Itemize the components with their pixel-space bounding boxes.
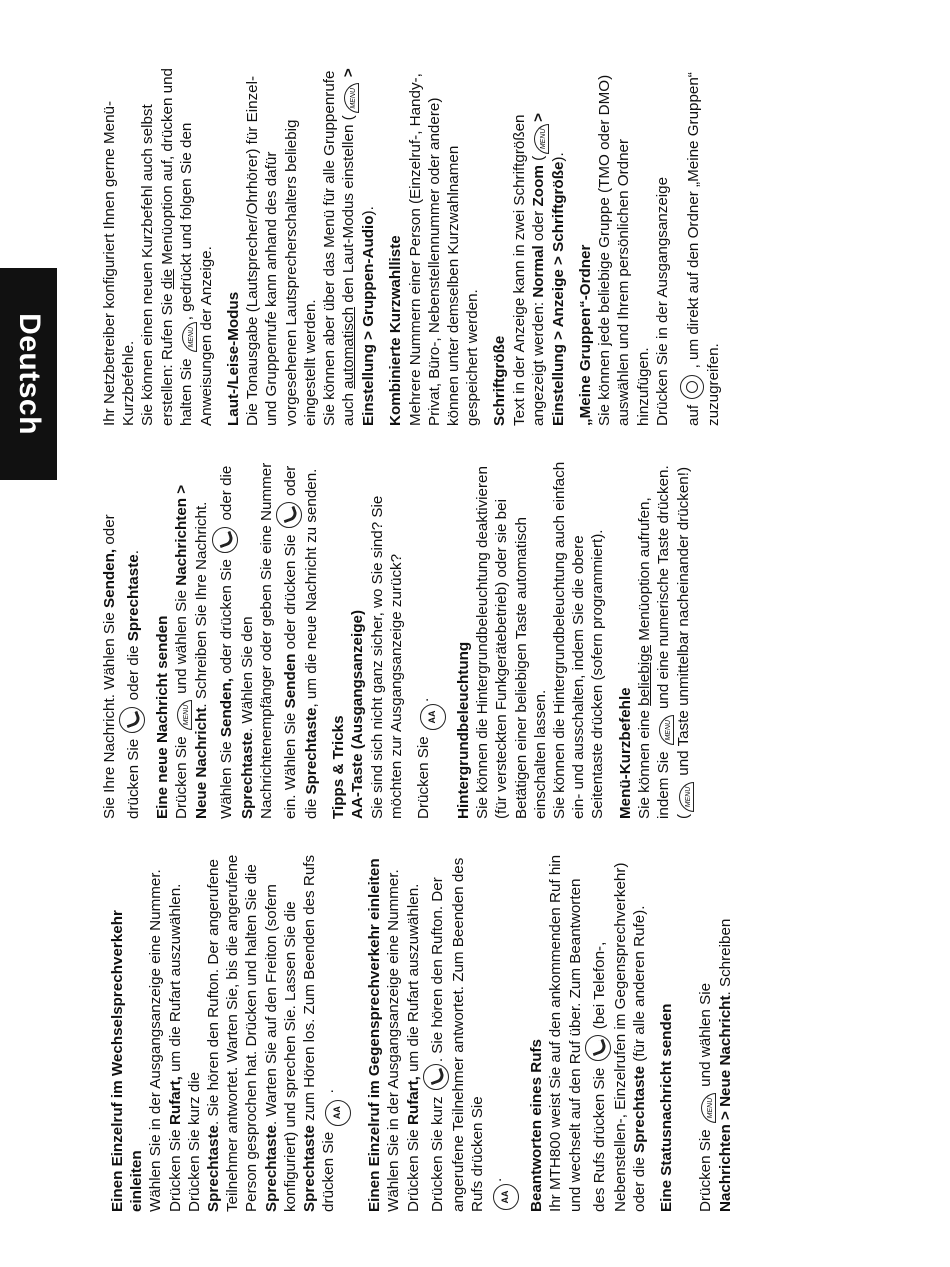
- para-status: Drücken Sie MENU und wählen Sie Nachrichten > Neue Nachricht. Schreiben: [697, 918, 735, 1212]
- para-aa-key: Sie sind sich nicht ganz sicher, wo Sie sind? Sie möchten zur Ausgangsanzeige zurück?: [368, 495, 405, 819]
- para-backlight-2: Sie können die Hintergrundbeleuchtung auch einfach ein- und ausschalten, indem Sie die obere Seitentaste drücken (sofern programmiert).: [551, 461, 607, 819]
- menu-key-icon: MENU: [177, 700, 192, 730]
- para-my-groups-3: auf , um direkt auf den Ordner „Meine Gruppen“ zuzugreifen.: [680, 66, 723, 426]
- heading-aa-key: AA-Taste (Ausgangsanzeige): [349, 610, 367, 819]
- heading-loud-mode: Laut-/Leise-Modus: [225, 291, 243, 426]
- para-font-size: Text in der Anzeige kann in zwei Schriftgrößen angezeigt werden: Normal oder Zoom (MENU> Einstellung > Anzeige > Schriftgröße).: [510, 112, 567, 426]
- heading-single-duplex: Einen Einzelruf im Gegensprechverkehr einleiten: [366, 858, 384, 1212]
- menu-key-icon: MENU: [679, 782, 694, 812]
- para-backlight-1: Sie können die Hintergrundbeleuchtung deaktivieren (für versteckten Funkgerätebetrieb) oder sie bei Betätigen einer beliebigen Taste automatisch einschalten lassen.: [474, 466, 549, 819]
- para-menu-shortcuts: Sie können eine beliebige Menüoption aufrufen, indem Sie MENU und eine numerische Taste drücken. (MENU und Taste unmittelbar nacheinander drücken!): [635, 465, 693, 819]
- menu-key-icon: MENU: [701, 1093, 716, 1123]
- column-3: [100, 66, 723, 426]
- aa-key-icon: AA: [493, 1184, 519, 1210]
- send-key-icon: [423, 1064, 449, 1090]
- column-1: [100, 852, 736, 1212]
- para-single-ptt: Wählen Sie in der Ausgangsanzeige eine Nummer. Drücken Sie Rufart, um die Rufart auszuwählen. Drücken Sie kurz die Sprechtaste. Sie hören den Rufton. Der angerufene Teilnehmer antwortet. Warten Sie, bis die angerufene Person gesprochen hat. Drücken und halten Sie die Sprechtaste. Warten Sie auf den Freiton (sofern konfiguriert) und sprechen Sie. Lassen Sie die Sprechtaste zum Hören los. Zum Beenden des Rufs drücken Sie AA .: [146, 852, 351, 1212]
- heading-status: Eine Statusnachricht senden: [658, 1003, 676, 1212]
- para-combined-list: Mehrere Nummern einer Person (Einzelruf-, Handy-, Privat, Büro-, Nebenstellennummer oder andere) können unter demselben Kurzwahlnamen gespeichert werden.: [406, 73, 482, 426]
- language-label: Deutsch: [12, 313, 46, 435]
- manual-page: [100, 68, 930, 1212]
- column-2: [100, 459, 694, 819]
- heading-combined-list: Kombinierte Kurzwahlliste: [387, 235, 405, 426]
- menu-key-icon: MENU: [182, 322, 197, 352]
- send-key-icon: [585, 1035, 611, 1061]
- menu-key-icon: MENU: [534, 124, 549, 154]
- para-operator-shortcuts: Ihr Netzbetreiber konfiguriert Ihnen gerne Menü-Kurzbefehle.: [101, 100, 138, 426]
- send-key-icon: [212, 527, 238, 553]
- menu-key-icon: MENU: [344, 83, 359, 113]
- para-loud-2: Sie können aber über das Menü für alle Gruppenrufe auch automatisch den Laut-Modus einstellen (MENU > Einstellung > Gruppen-Audio).: [321, 68, 378, 426]
- language-tab: [0, 268, 57, 480]
- para-new-message: Drücken Sie MENU und wählen Sie Nachrichten > Neue Nachricht. Schreiben Sie Ihre Nachricht. Wählen Sie Senden, oder drücken Sie oder die Sprechtaste. Wählen Sie den Nachrichtenempfänger oder geben Sie eine Nummer ein. Wählen Sie Senden oder drücken Sie oder die Sprechtaste, um die neue Nachricht zu senden.: [173, 462, 321, 819]
- para-loud-1: Die Tonausgabe (Lautsprecher/Ohrhörer) für Einzel- und Gruppenrufe kann anhand des dafür vorgesehenen Lautsprecherschalters beliebig eingestellt werden.: [244, 75, 319, 426]
- aa-key-icon: AA: [325, 1100, 351, 1126]
- para-my-groups-2: Drücken Sie in der Ausgangsanzeige: [653, 176, 671, 426]
- menu-key-icon: MENU: [659, 715, 674, 745]
- heading-tips: Tipps & Tricks: [330, 715, 348, 819]
- para-status-cont: Sie Ihre Nachricht. Wählen Sie Senden, oder drücken Sie oder die Sprechtaste.: [100, 459, 145, 819]
- para-own-shortcuts: Sie können einen neuen Kurzbefehl auch selbst erstellen: Rufen Sie die Menüoption auf, drücken und halten Sie MENU, gedrückt und folgen Sie den Anweisungen der Anzeige.: [139, 68, 215, 426]
- send-key-icon: [119, 707, 145, 733]
- send-key-icon: [276, 502, 302, 528]
- para-answer: Ihr MTH800 weist Sie auf den ankommenden Ruf hin und wechselt auf den Ruf über. Zum Beantworten des Rufs drücken Sie (bei Telefon-, Nebenstellen-, Einzelrufen im Gegensprechverkehr) oder die Sprechtaste (für alle anderen Rufe).: [547, 854, 649, 1212]
- para-aa-press: Drücken Sie AA.: [414, 459, 446, 819]
- heading-menu-shortcuts: Menü-Kurzbefehle: [616, 687, 634, 819]
- heading-my-groups: „Meine Gruppen“-Ordner: [577, 244, 595, 426]
- aa-key-icon: AA: [420, 704, 446, 730]
- heading-single-ptt: Einen Einzelruf im Wechselsprechverkehr einleiten: [109, 910, 146, 1212]
- para-my-groups-1: Sie können jede beliebige Gruppe (TMO oder DMO) auswählen und Ihrem persönlichen Ordner hinzufügen.: [596, 74, 652, 426]
- heading-answer: Beantworten eines Rufs: [528, 1038, 546, 1212]
- heading-font-size: Schriftgröße: [491, 335, 509, 426]
- para-single-duplex: Wählen Sie in der Ausgangsanzeige eine Nummer. Drücken Sie Rufart, um die Rufart auszuwählen. Drücken Sie kurz . Sie hören den Rufton. Der angerufene Teilnehmer antwortet. Zum Beenden des Rufs drücken Sie AA.: [384, 852, 519, 1212]
- nav-key-icon: [680, 375, 704, 399]
- heading-new-message: Eine neue Nachricht senden: [154, 615, 172, 819]
- heading-backlight: Hintergrundbeleuchtung: [455, 641, 473, 819]
